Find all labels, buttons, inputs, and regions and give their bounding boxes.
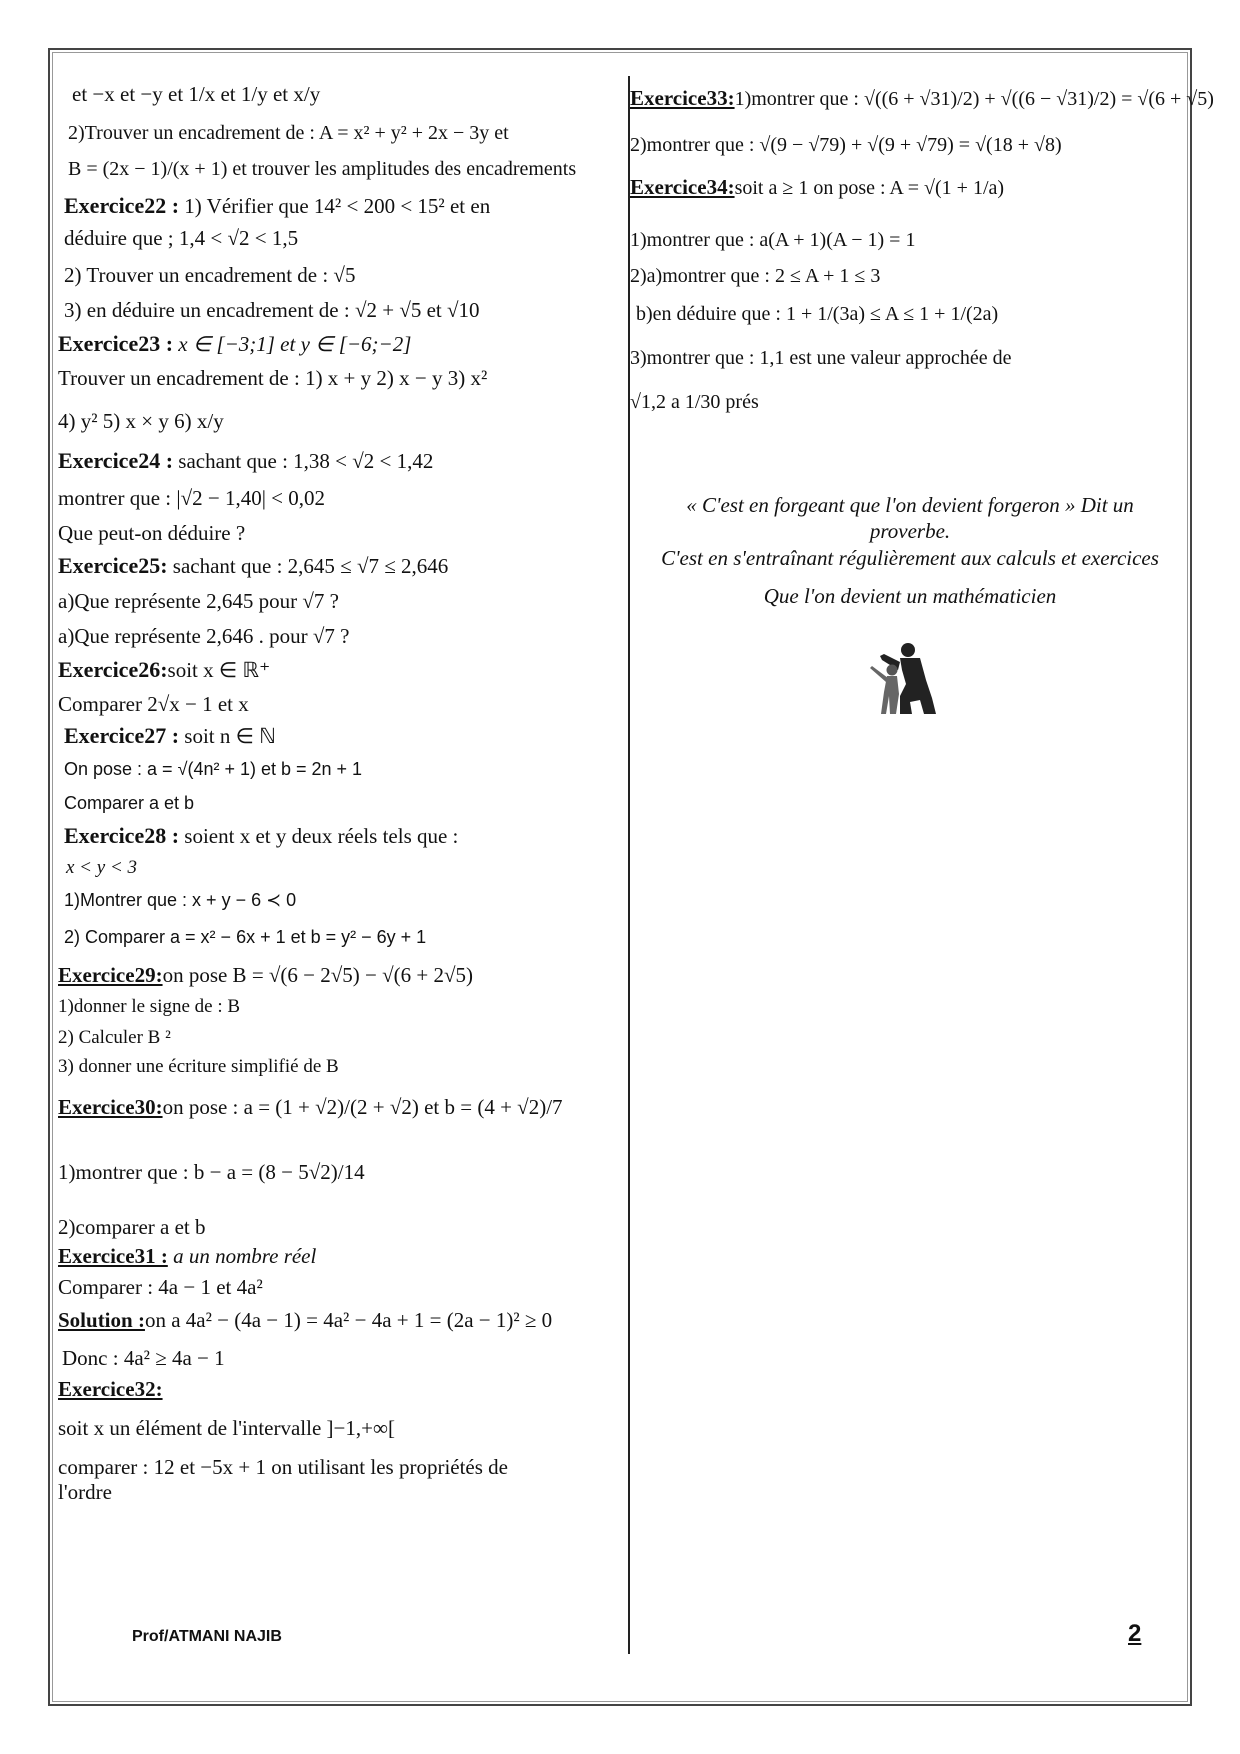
ex27-line-1: [58, 723, 614, 749]
ex29-text-1: on pose B = √(6 − 2√5) − √(6 + 2√5): [162, 962, 474, 987]
ex24-text-1: sachant que : 1,38 < √2 < 1,42: [178, 448, 434, 473]
ex34-text-1: soit a ≥ 1 on pose : A = √(1 + 1/a): [734, 177, 1005, 200]
ex30-title: Exercice30:: [58, 1094, 163, 1119]
ex24-line-2: montrer que : |√2 − 1,40| < 0,02: [58, 486, 326, 511]
ex30-line-3: 2)comparer a et b: [58, 1214, 206, 1239]
quote-line-2: proverbe.: [869, 519, 951, 544]
ex28-title: Exercice28 :: [64, 822, 180, 848]
ex30-text-1: on pose : a = (1 + √2)/(2 + √2) et b = (4 + √2)/7: [162, 1094, 563, 1119]
solution-line-1: [58, 1308, 614, 1333]
right-column: [630, 82, 1214, 414]
ex22-line-4: 3) en déduire un encadrement de : √2 + √5 et √10: [64, 297, 480, 322]
solution-title: Solution :: [58, 1308, 145, 1333]
quote-line-3: C'est en s'entraînant régulièrement aux calculs et exercices: [661, 545, 1159, 570]
ex34-line-1: [630, 175, 1190, 200]
ex34-title: Exercice34:: [630, 175, 735, 200]
ex26-line-2: Comparer 2√x − 1 et x: [58, 691, 249, 716]
solution-line-2: Donc : 4a² ≥ 4a − 1: [62, 1345, 225, 1370]
ex22-line-3: 2) Trouver un encadrement de : √5: [64, 262, 356, 287]
ex27-line-3: Comparer a et b: [64, 793, 195, 813]
ex25-line-2: a)Que représente 2,645 pour √7 ?: [58, 589, 339, 614]
ex29-line-1: [58, 963, 614, 988]
ex24-line-1: [58, 448, 614, 474]
quote-block: [630, 492, 1190, 609]
ex28-line-4: 2) Comparer a = x² − 6x + 1 et b = y² − 6y + 1: [64, 927, 427, 948]
ex29-line-3: 2) Calculer B ²: [58, 1026, 171, 1048]
ex21-line-1: et −x et −y et 1/x et 1/y et x/y: [72, 82, 321, 106]
ex26-title: Exercice26:: [58, 657, 168, 683]
adult-child-pointing-icon: [866, 640, 938, 721]
page-number: 2: [1128, 1620, 1142, 1647]
ex34-line-5: 3)montrer que : 1,1 est une valeur approchée de: [630, 347, 1012, 370]
ex23-line-1: [58, 331, 614, 357]
ex32-title: Exercice32:: [58, 1376, 163, 1401]
ex23-line-3: 4) y² 5) x × y 6) x/y: [58, 408, 224, 433]
ex28-text-1: soient x et y deux réels tels que :: [184, 823, 459, 848]
ex29-line-4: 3) donner une écriture simplifié de B: [58, 1055, 339, 1077]
quote-line-4: Que l'on devient un mathématicien: [763, 583, 1057, 608]
ex31-text-1: a un nombre réel: [173, 1244, 317, 1269]
ex24-title: Exercice24 :: [58, 447, 174, 473]
ex25-title: Exercice25:: [58, 552, 168, 578]
ex31-title: Exercice31 :: [58, 1244, 168, 1269]
ex29-line-2: 1)donner le signe de : B: [58, 996, 241, 1018]
left-column: [58, 82, 614, 1506]
ex34-line-4: b)en déduire que : 1 + 1/(3a) ≤ A ≤ 1 + 1/(2a): [636, 303, 999, 326]
ex21-line-2: 2)Trouver un encadrement de : A = x² + y² + 2x − 3y et: [68, 122, 509, 145]
ex21-line-3: B = (2x − 1)/(x + 1) et trouver les amplitudes des encadrements: [68, 158, 577, 181]
ex33-line-2: 2)montrer que : √(9 − √79) + √(9 + √79) = √(18 + √8): [630, 134, 1062, 157]
ex26-text-1: soit x ∈ ℝ⁺: [167, 658, 271, 683]
ex25-line-1: [58, 553, 614, 579]
solution-text-1: on a 4a² − (4a − 1) = 4a² − 4a + 1 = (2a − 1)² ≥ 0: [144, 1308, 553, 1333]
ex32-line-3: l'ordre: [58, 1480, 112, 1505]
ex30-line-2: 1)montrer que : b − a = (8 − 5√2)/14: [58, 1159, 365, 1184]
ex32-line-1: soit x un élément de l'intervalle ]−1,+∞[: [58, 1416, 395, 1441]
ex33-title: Exercice33:: [630, 86, 735, 110]
ex22-title: Exercice22 :: [64, 193, 180, 219]
ex22-line-2: déduire que ; 1,4 < √2 < 1,5: [64, 225, 299, 250]
ex28-line-3: 1)Montrer que : x + y − 6 ≺ 0: [64, 889, 297, 910]
ex31-line-1: [58, 1244, 614, 1269]
ex32-line-2: comparer : 12 et −5x + 1 on utilisant les propriétés de: [58, 1455, 508, 1480]
ex29-title: Exercice29:: [58, 962, 163, 987]
ex34-line-3: 2)a)montrer que : 2 ≤ A + 1 ≤ 3: [630, 265, 881, 288]
ex34-line-6: √1,2 a 1/30 prés: [630, 391, 759, 414]
ex27-title: Exercice27 :: [64, 723, 180, 749]
ex26-line-1: [58, 657, 614, 683]
ex27-line-2: On pose : a = √(4n² + 1) et b = 2n + 1: [64, 759, 363, 780]
ex23-line-2: Trouver un encadrement de : 1) x + y 2) x − y 3) x²: [58, 365, 488, 390]
ex33-line-1: [630, 86, 1214, 111]
ex23-text-1: x ∈ [−3;1] et y ∈ [−6;−2]: [178, 332, 412, 357]
author-footer: Prof/ATMANI NAJIB: [132, 1628, 282, 1645]
ex24-line-3: Que peut-on déduire ?: [58, 521, 246, 546]
ex22-line-1: [58, 193, 614, 219]
ex33-text-1: 1)montrer que : √((6 + √31)/2) + √((6 − √31)/2) = √(6 + √5): [734, 88, 1214, 110]
ex30-line-1: [58, 1095, 614, 1120]
ex32-line-0: [58, 1377, 614, 1402]
ex22-text-1: 1) Vérifier que 14² < 200 < 15² et en: [184, 194, 491, 219]
ex28-line-1: [58, 823, 614, 849]
ex25-text-1: sachant que : 2,645 ≤ √7 ≤ 2,646: [172, 553, 449, 578]
ex25-line-3: a)Que représente 2,646 . pour √7 ?: [58, 624, 350, 649]
ex23-title: Exercice23 :: [58, 331, 174, 357]
ex31-line-2: Comparer : 4a − 1 et 4a²: [58, 1275, 263, 1300]
ex34-line-2: 1)montrer que : a(A + 1)(A − 1) = 1: [630, 229, 916, 252]
quote-line-1: « C'est en forgeant que l'on devient forgeron » Dit un: [686, 493, 1134, 517]
ex27-text-1: soit n ∈ ℕ: [184, 724, 276, 749]
ex28-line-2: x < y < 3: [66, 856, 138, 878]
